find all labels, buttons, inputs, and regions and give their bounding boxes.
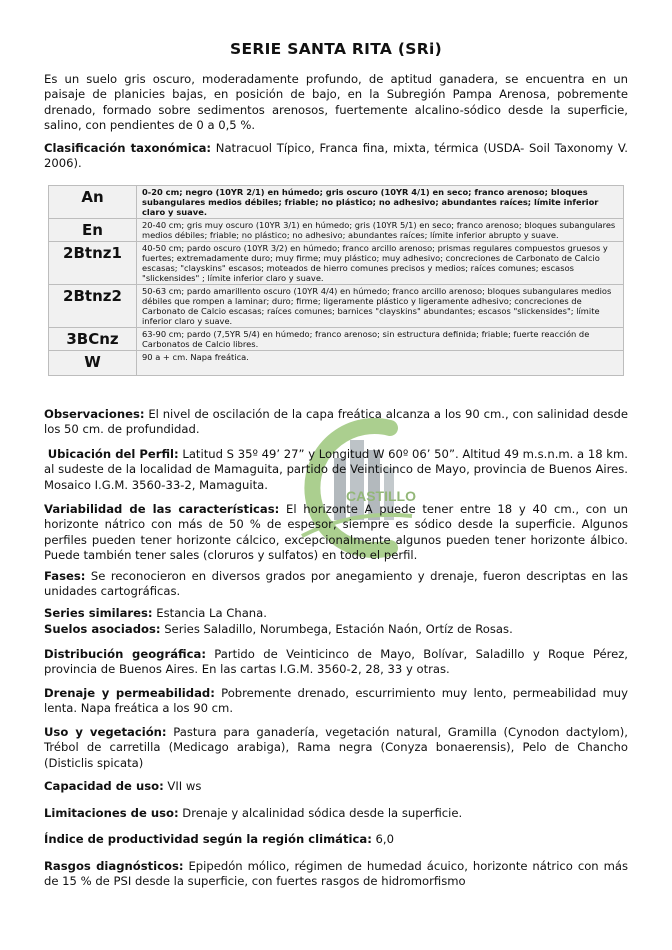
horizon-code: An — [49, 186, 137, 219]
table-row — [49, 328, 624, 351]
capacidad-paragraph — [44, 779, 628, 794]
horizon-description: 90 a + cm. Napa freática. — [137, 351, 624, 376]
distribucion-label: Distribución geográfica: — [44, 647, 206, 661]
table-row — [49, 219, 624, 242]
drenaje-label: Drenaje y permeabilidad: — [44, 686, 215, 700]
suelos-asociados-paragraph — [44, 622, 628, 637]
clasificacion-paragraph — [44, 141, 628, 172]
variabilidad-label: Variabilidad de las características: — [44, 502, 280, 516]
distribucion-text: Partido de Veinticinco de Mayo, Bolívar, Saladillo y Roque Pérez, provincia de Buenos Aires. En las cartas I.G.M. 3560-2, 28, 33 y otras. — [44, 647, 628, 677]
suelos-asociados-label: Suelos asociados: — [44, 622, 161, 636]
indice-label: Índice de productividad según la región climática: — [44, 832, 372, 846]
capacidad-text: VII ws — [163, 779, 202, 793]
rasgos-paragraph — [44, 859, 628, 890]
series-similares-text: Estancia La Chana. — [152, 606, 267, 620]
table-row — [49, 186, 624, 219]
table-row — [49, 242, 624, 285]
uso-paragraph — [44, 725, 628, 771]
fases-paragraph — [44, 569, 628, 600]
horizons-table — [48, 185, 624, 376]
suelos-asociados-text: Series Saladillo, Norumbega, Estación Naón, Ortíz de Rosas. — [160, 622, 513, 636]
clasificacion-label: Clasificación taxonómica: — [44, 141, 212, 155]
distribucion-paragraph — [44, 647, 628, 678]
drenaje-paragraph — [44, 686, 628, 717]
clasificacion-text: Natracuol Típico, Franca fina, mixta, térmica (USDA- Soil Taxonomy V. 2006). — [44, 141, 628, 171]
observaciones-paragraph — [44, 407, 628, 438]
horizon-code: W — [49, 351, 137, 376]
series-similares-paragraph — [44, 606, 628, 621]
observaciones-label: Observaciones: — [44, 407, 145, 421]
ubicacion-text: Latitud S 35º 49’ 27” y Longitud W 60º 06’ 50”. Altitud 49 m.s.n.m. a 18 km. al sudeste de la localidad de Mamaguita, partido de Veinticinco de Mayo, provincia de Buenos Aires. Mosaico I.G.M. 3560-33-2, Mamaguita. — [44, 447, 628, 492]
series-similares-label: Series similares: — [44, 606, 153, 620]
indice-paragraph — [44, 832, 628, 847]
variabilidad-paragraph — [44, 502, 628, 563]
horizon-description: 50-63 cm; pardo amarillento oscuro (10YR 4/4) en húmedo; franco arcillo arenoso; bloques subangulares medios débiles que rompen a laminar; duro; firme; ligeramente plástico y ligeramente adhesivo; concreciones de Carbonato de Calcio escasas; raíces comunes; barnices "clayskins" abundantes; escasos "slickensides"; límite inferior claro y suave. — [137, 285, 624, 328]
horizon-description: 0-20 cm; negro (10YR 2/1) en húmedo; gris oscuro (10YR 4/1) en seco; franco arenoso; bloques subangulares medios débiles; friable; no plástico; no adhesivo; abundantes raíces; límite inferior claro y suave. — [137, 186, 624, 219]
rasgos-text: Epipedón mólico, régimen de humedad ácuico, horizonte nátrico con más de 15 % de PSI desde la superficie, con fuertes rasgos de hidromorfismo — [44, 859, 629, 889]
fases-label: Fases: — [44, 569, 86, 583]
ubicacion-paragraph — [44, 447, 628, 493]
uso-text: Pastura para ganadería, vegetación natural, Gramilla (Cynodon dactylom), Trébol de carretilla (Medicago arabiga), Rama negra (Conyza bonaerensis), Pelo de Chancho (Disticlis spicata) — [44, 725, 628, 770]
page-title: SERIE SANTA RITA (SRi) — [230, 40, 442, 58]
table-row — [49, 285, 624, 328]
horizon-description: 63-90 cm; pardo (7,5YR 5/4) en húmedo; franco arenoso; sin estructura definida; friable; fuerte reacción de Carbonatos de Calcio libres. — [137, 328, 624, 351]
watermark-text: CASTILLO — [346, 488, 416, 504]
limitaciones-label: Limitaciones de uso: — [44, 806, 179, 820]
horizon-code: En — [49, 219, 137, 242]
variabilidad-text: El horizonte A puede tener entre 18 y 40 cm., con un horizonte nátrico con más de 50 % de espesor, siempre es sódico desde la superficie. Algunos perfiles pueden tener horizonte cálcico, excepcionalmente algunos pueden tener horizonte álbico. Puede también tener sales (cloruros y sulfatos) en todo el perfil. — [44, 502, 628, 562]
rasgos-label: Rasgos diagnósticos: — [44, 859, 184, 873]
intro-paragraph: Es un suelo gris oscuro, moderadamente profundo, de aptitud ganadera, se encuentra en un paisaje de planicies bajas, en posición de bajo, en la Subregión Pampa Arenosa, pobremente drenado, formado sobre sedimentos arenosos, fuertemente alcalino-sódico desde la superficie, salino, con pendientes de 0 a 0,5 %. — [44, 72, 628, 132]
observaciones-text: El nivel de oscilación de la capa freática alcanza a los 90 cm., con salinidad desde los 50 cm. de profundidad. — [44, 407, 628, 437]
fases-text: Se reconocieron en diversos grados por anegamiento y drenaje, fueron descriptas en las unidades cartográficas. — [44, 569, 628, 599]
horizon-code: 2Btnz2 — [49, 285, 137, 328]
table-row — [49, 351, 624, 376]
ubicacion-label: Ubicación del Perfil: — [47, 447, 179, 461]
horizon-code: 2Btnz1 — [49, 242, 137, 285]
uso-label: Uso y vegetación: — [44, 725, 167, 739]
limitaciones-text: Drenaje y alcalinidad sódica desde la superficie. — [178, 806, 463, 820]
indice-text: 6,0 — [371, 832, 394, 846]
drenaje-text: Pobremente drenado, escurrimiento muy lento, permeabilidad muy lenta. Napa freática a los 90 cm. — [44, 686, 628, 716]
capacidad-label: Capacidad de uso: — [44, 779, 164, 793]
horizon-code: 3BCnz — [49, 328, 137, 351]
horizon-description: 20-40 cm; gris muy oscuro (10YR 3/1) en húmedo; gris (10YR 5/1) en seco; franco arenoso; bloques subangulares medios débiles; friable; no plástico; no adhesivo; abundantes raíces; límite inferior abrupto y suave. — [137, 219, 624, 242]
horizon-description: 40-50 cm; pardo oscuro (10YR 3/2) en húmedo; franco arcillo arenoso; prismas regulares compuestos gruesos y fuertes; extremadamente duro; muy firme; muy plástico; muy adhesivo; concreciones de Carbonato de Calcio escasas; "clayskins" escasos; moteados de hierro comunes precisos y medios; raíces comunes; escasos "slickensides" ; límite inferior claro y suave. — [137, 242, 624, 285]
limitaciones-paragraph — [44, 806, 628, 821]
